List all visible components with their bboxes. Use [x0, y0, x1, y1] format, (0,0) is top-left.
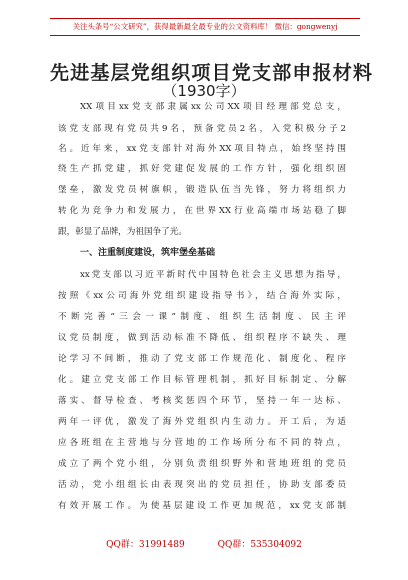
- body-line: 名。近年来，xx党支部针对海外XX项目特点，始终坚持围: [58, 144, 346, 154]
- body-line: 堡垒，激发党员树旗帜，锻造队伍当先锋，努力将组织力: [58, 185, 346, 195]
- header-rule-bottom: [50, 35, 360, 36]
- body-line: 论学习不间断，推动了党支部工作规范化、制度化、程序: [58, 354, 346, 364]
- body-line: 跟，彰显了品牌，为祖国争了光。: [58, 227, 187, 237]
- body-line: 有效开展工作。为使基层建设工作更加规范，xx党支部制: [58, 501, 346, 511]
- footer-contacts: [0, 537, 408, 550]
- header-rule-top: [50, 18, 360, 19]
- body-line: 转化为竞争力和发展力，在世界XX行业高端市场站稳了脚: [58, 206, 346, 216]
- document-subtitle: （1930字）: [162, 82, 246, 100]
- header-banner: 关注头条号“公文研究”，获得最新最全最专业的公文资料库！ 微信：gongwenyj: [72, 22, 338, 31]
- body-line: 绕生产抓党建，抓好党建促发展的工作方针，强化组织固: [58, 164, 346, 174]
- body-line: 化。建立党支部工作目标管理机制，抓好目标制定、分解: [58, 375, 346, 385]
- body-line: 该党支部现有党员共9名，预备党员2名，入党积极分子2: [58, 124, 346, 134]
- body-line: 落实、督导检查、考核奖惩四个环节，坚持一年一达标、: [58, 396, 346, 406]
- body-line: 议党员制度，做到活动标准不降低、组织程序不缺失、理: [58, 333, 346, 343]
- footer-qq-group-1: QQ群：31991489: [106, 540, 185, 550]
- body-line: 两年一评优，激发了海外党组织内生动力。开工后，为适: [58, 417, 346, 427]
- body-line: 成立了两个党小组，分别负责组织野外和营地班组的党员: [58, 459, 346, 469]
- body-line: xx党支部以习近平新时代中国特色社会主义思想为指导，: [80, 270, 346, 280]
- body-line: 按照《xx公司海外党组织建设指导书》，结合海外实际，: [58, 291, 346, 301]
- body-line: 应各班组在主营地与分营地的工作场所分布不同的特点，: [58, 438, 346, 448]
- body-line: XX项目xx党支部隶属xx公司XX项目经理部党总支，: [80, 102, 346, 112]
- document-title: 先进基层党组织项目党支部申报材料: [50, 62, 374, 84]
- footer-qq-group-2: QQ群：535304092: [217, 540, 302, 550]
- body-line: 活动，党小组组长由表现突出的党员担任，协助支部委员: [58, 480, 346, 490]
- section-heading: 一、注重制度建设，筑牢堡垒基础: [80, 248, 216, 258]
- body-line: 不断完善“三会一课”制度、组织生活制度、民主评: [58, 312, 346, 322]
